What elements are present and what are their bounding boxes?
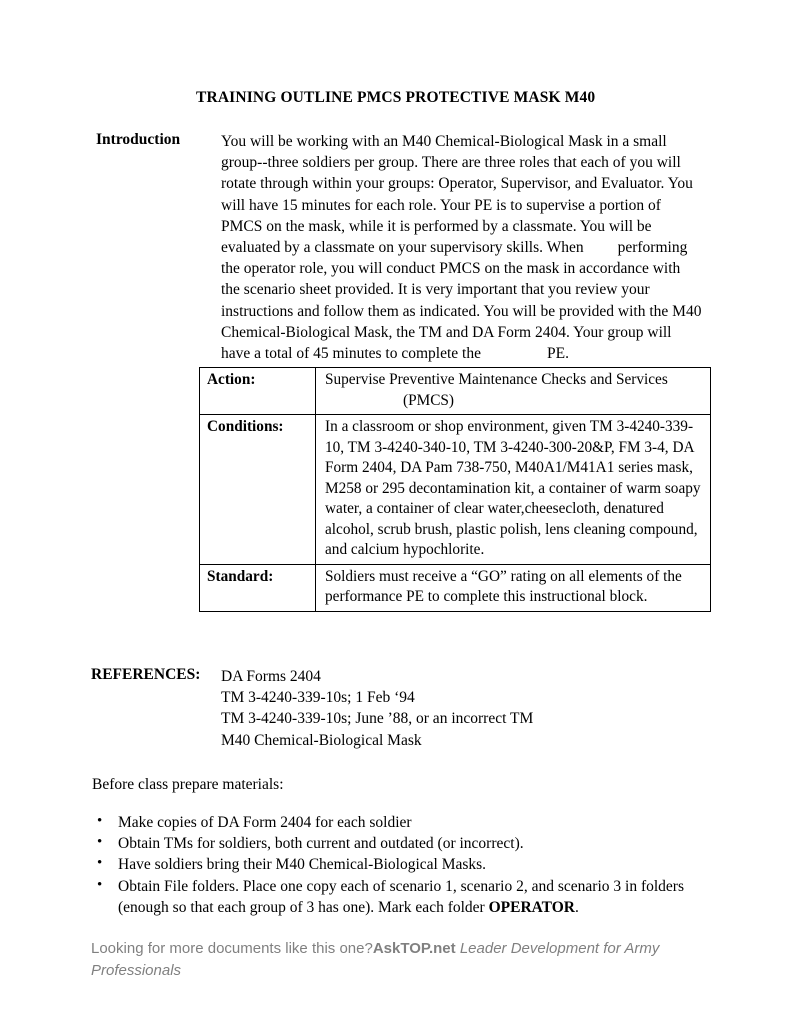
list-item-text: Obtain TMs for soldiers, both current and outdated (or incorrect). xyxy=(118,835,524,853)
reference-item: TM 3-4240-339-10s; 1 Feb ‘94 xyxy=(221,689,415,707)
references-label: REFERENCES: xyxy=(91,666,201,683)
table-row-standard xyxy=(200,564,711,611)
preparation-bullet-list xyxy=(92,812,702,918)
table-value-standard: Soldiers must receive a “GO” rating on all elements of the performance PE to complete this instructional block. xyxy=(316,564,711,611)
list-item xyxy=(92,876,702,918)
footer-promo xyxy=(91,938,701,982)
introduction-text-part3: PE. xyxy=(546,345,569,363)
list-item xyxy=(92,854,702,875)
introduction-label: Introduction xyxy=(96,131,181,148)
bullet-icon: • xyxy=(97,855,103,872)
reference-item: DA Forms 2404 xyxy=(221,668,321,685)
introduction-paragraph xyxy=(221,131,703,364)
task-specification-table xyxy=(199,367,711,612)
bullet-icon: • xyxy=(97,813,103,829)
list-item-text: Make copies of DA Form 2404 for each soldier xyxy=(118,814,412,831)
introduction-text-part2: performing the operator role, you will conduct PMCS on the mask in accordance with the scenario sheet provided. It is very important that you review your instructions and follow them as indicated. You will be provided with the M40 Chemical-Biological Mask, the TM and DA Form 2404. Your group will have a total of 45 minutes to complete the xyxy=(221,239,702,363)
table-label-standard: Standard: xyxy=(200,564,316,611)
list-item-text: Have soldiers bring their M40 Chemical-Biological Masks. xyxy=(118,856,487,874)
table-row-conditions xyxy=(200,415,711,565)
bullet-icon: • xyxy=(97,876,103,893)
references-list xyxy=(221,666,691,751)
reference-item: TM 3-4240-339-10s; June ’88, or an incorrect TM xyxy=(221,710,534,728)
action-value-line2: (PMCS) xyxy=(403,391,455,409)
footer-tagline: Leader Development for Army Professionals xyxy=(91,940,660,979)
introduction-text-part1: You will be working with an M40 Chemical-Biological Mask in a small group--three soldiers per group. There are three roles that each of you will rotate through within your groups: Operator, Supervisor, and Evaluator. You will have 15 minutes for each role. Your PE is to supervise a portion of PMCS on the mask, while it is performed by a classmate. You will be evaluated by a classmate on your supervisory skills. When xyxy=(221,133,693,257)
preparation-heading: Before class prepare materials: xyxy=(92,776,284,793)
list-item-text: Obtain File folders. Place one copy each of scenario 1, scenario 2, and scenario 3 in folders (enough so that each group of 3 has one). Mark each folder xyxy=(118,877,684,916)
list-item-emphasis: OPERATOR xyxy=(488,898,575,916)
list-item xyxy=(92,833,702,854)
page-title: TRAINING OUTLINE PMCS PROTECTIVE MASK M40 xyxy=(196,89,596,106)
reference-item: M40 Chemical-Biological Mask xyxy=(221,731,422,749)
table-row-action xyxy=(200,368,711,415)
footer-prompt: Looking for more documents like this one? xyxy=(91,940,373,957)
table-label-action: Action: xyxy=(200,368,316,415)
table-value-conditions: In a classroom or shop environment, given TM 3-4240-339-10, TM 3-4240-340-10, TM 3-4240-300-20&P, FM 3-4, DA Form 2404, DA Pam 738-750, M40A1/M41A1 series mask, M258 or 295 decontamination kit, a container of warm soapy water, a container of clear water,cheesecloth, denatured alcohol, scrub brush, plastic polish, lens cleaning compound, and calcium hypochlorite. xyxy=(316,415,711,565)
list-item-text-tail: . xyxy=(575,898,579,916)
action-value-line1: Supervise Preventive Maintenance Checks and Services xyxy=(325,371,668,388)
table-value-action xyxy=(316,368,711,415)
table-label-conditions: Conditions: xyxy=(200,415,316,565)
footer-brand-link[interactable]: AskTOP.net xyxy=(372,940,456,957)
list-item xyxy=(92,812,702,833)
bullet-icon: • xyxy=(97,834,103,851)
